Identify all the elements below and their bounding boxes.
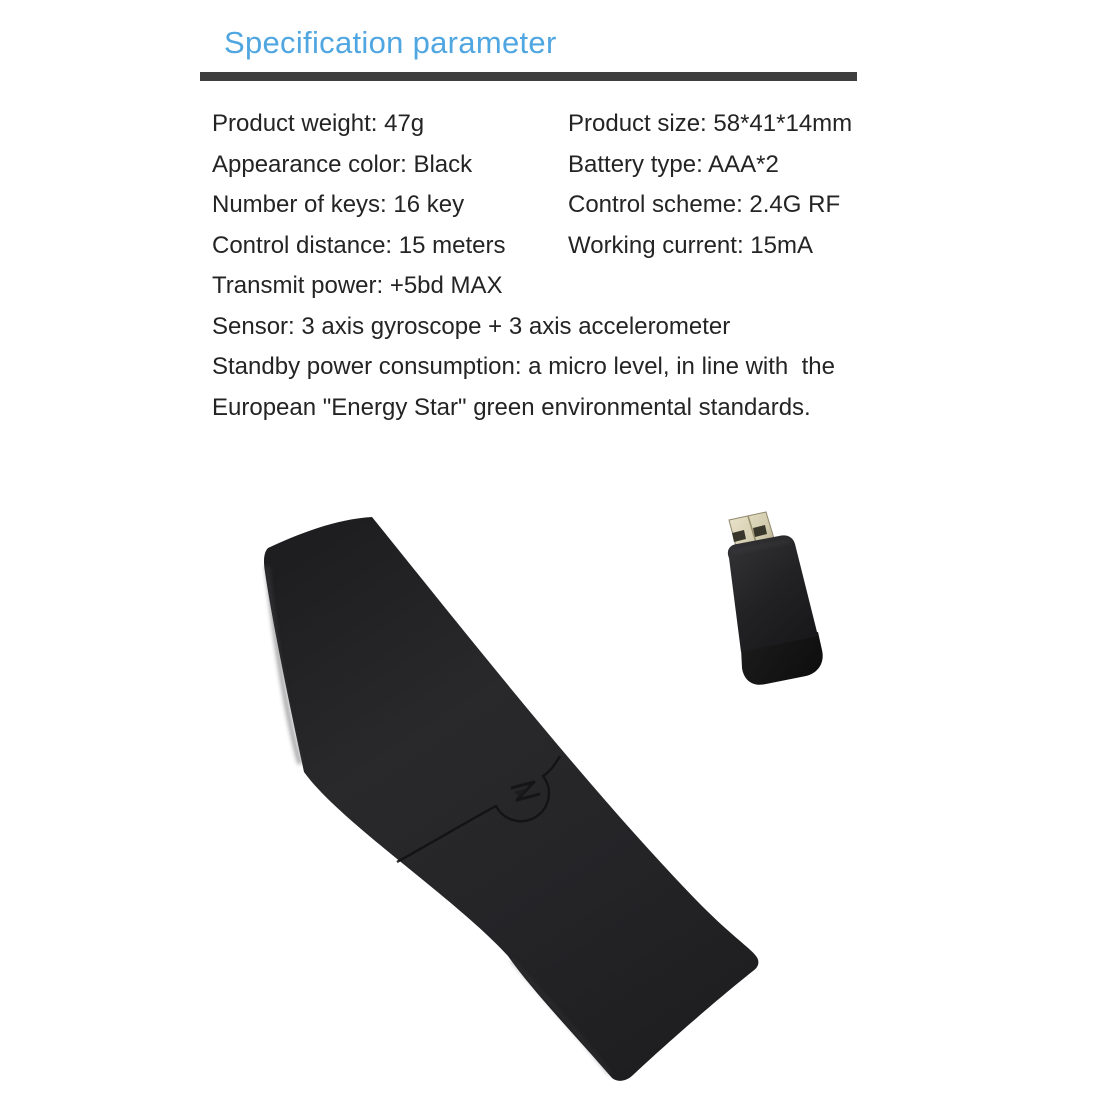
remote-control-photo [264,517,758,1081]
spec-right-text: Working current: 15mA [568,232,813,259]
dongle-body [728,535,818,652]
usb-dongle-photo [728,512,823,685]
spec-left-text: Standby power consumption: a micro level, in line with the [212,353,835,380]
spec-left-text: Control distance: 15 meters [212,232,506,259]
spec-left-text: Number of keys: 16 key [212,191,465,218]
spec-left-text: European "Energy Star" green environmental standards. [212,394,811,421]
remote-body [264,517,758,1081]
spec-right-text: Control scheme: 2.4G RF [568,191,841,218]
spec-left-text: Transmit power: +5bd MAX [212,272,503,299]
spec-right-text: Product size: 58*41*14mm [568,110,853,137]
spec-left-text: Sensor: 3 axis gyroscope + 3 axis accelerometer [212,313,731,340]
spec-left-text: Product weight: 47g [212,110,425,137]
spec-right-text: Battery type: AAA*2 [568,151,779,178]
spec-left-text: Appearance color: Black [212,151,473,178]
page-title: Specification parameter [224,25,557,60]
